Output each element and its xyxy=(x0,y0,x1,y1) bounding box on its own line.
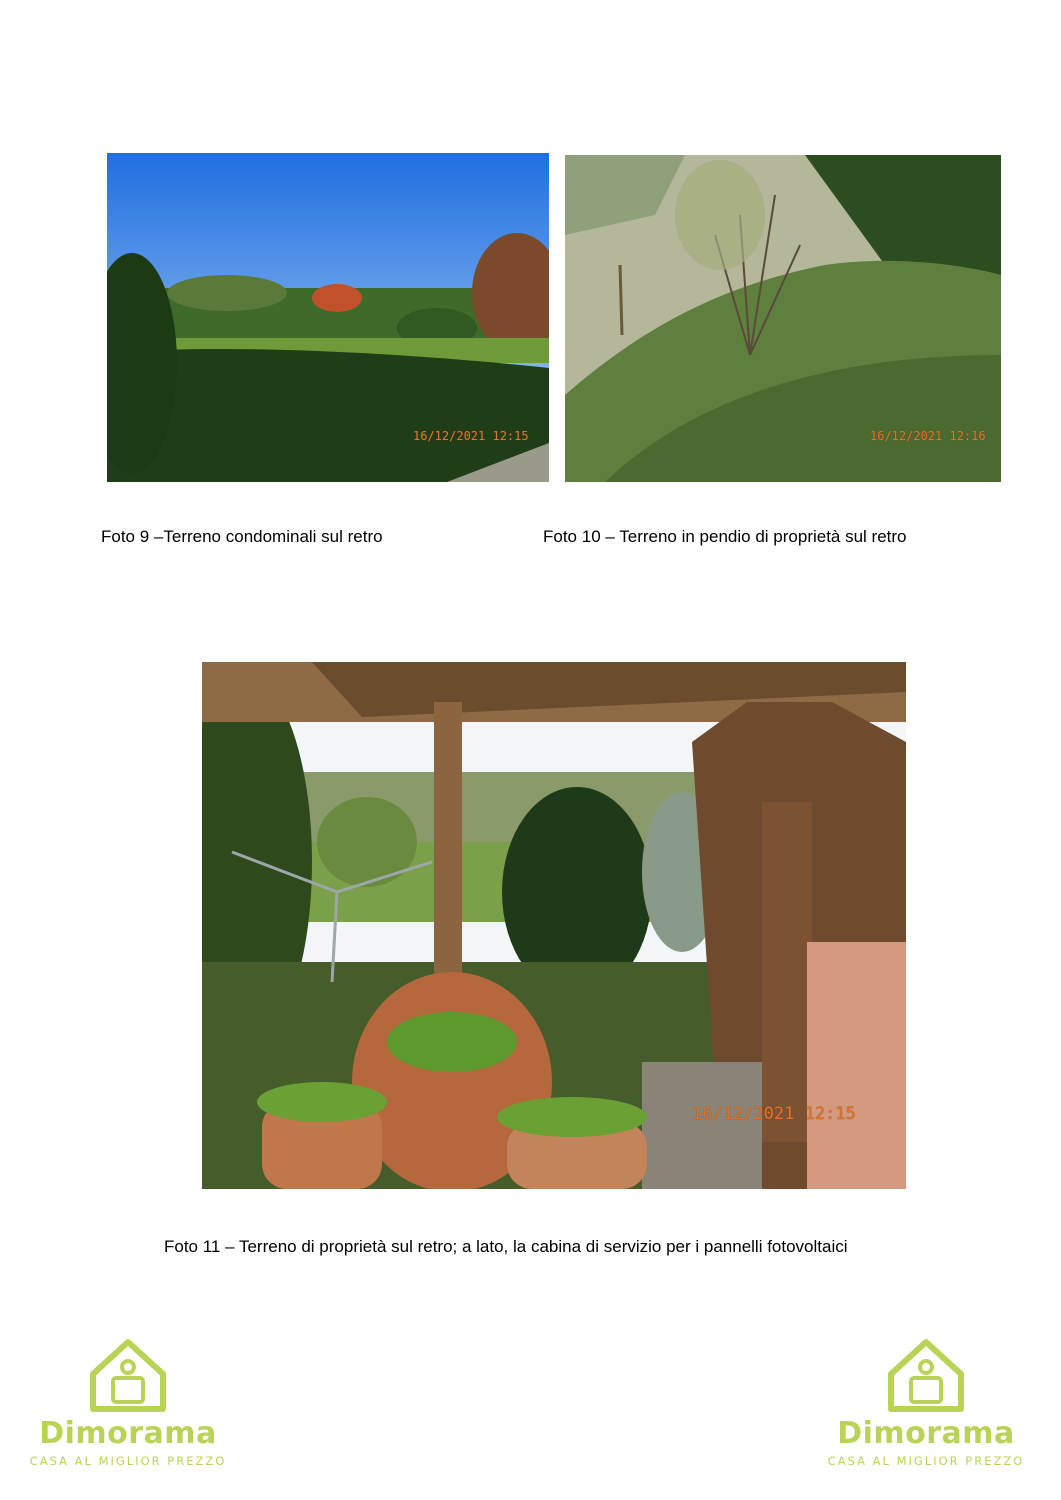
photo-11 xyxy=(202,662,906,1189)
photo-10-caption: Foto 10 – Terreno in pendio di proprietà sul retro xyxy=(543,527,907,546)
logo-tagline: CASA AL MIGLIOR PREZZO xyxy=(827,1454,1025,1468)
logo-brand: Dimorama xyxy=(39,1416,217,1451)
photo-9-caption: Foto 9 –Terreno condominali sul retro xyxy=(101,527,383,546)
house-logo-icon xyxy=(83,1334,173,1414)
photo-9 xyxy=(107,153,549,482)
photo-11-caption: Foto 11 – Terreno di proprietà sul retro; a lato, la cabina di servizio per i pannelli fotovoltaici xyxy=(164,1237,848,1256)
logo-brand: Dimorama xyxy=(837,1416,1015,1451)
photo-11-timestamp: 16/12/2021 12:15 xyxy=(692,1104,856,1124)
house-logo-icon xyxy=(881,1334,971,1414)
photo-10-timestamp: 16/12/2021 12:16 xyxy=(870,429,986,443)
logo-tagline: CASA AL MIGLIOR PREZZO xyxy=(29,1454,227,1468)
dimorama-logo-left xyxy=(23,1334,233,1474)
photo-9-timestamp: 16/12/2021 12:15 xyxy=(413,429,529,443)
dimorama-logo-right xyxy=(821,1334,1031,1474)
photo-10 xyxy=(565,155,1001,482)
